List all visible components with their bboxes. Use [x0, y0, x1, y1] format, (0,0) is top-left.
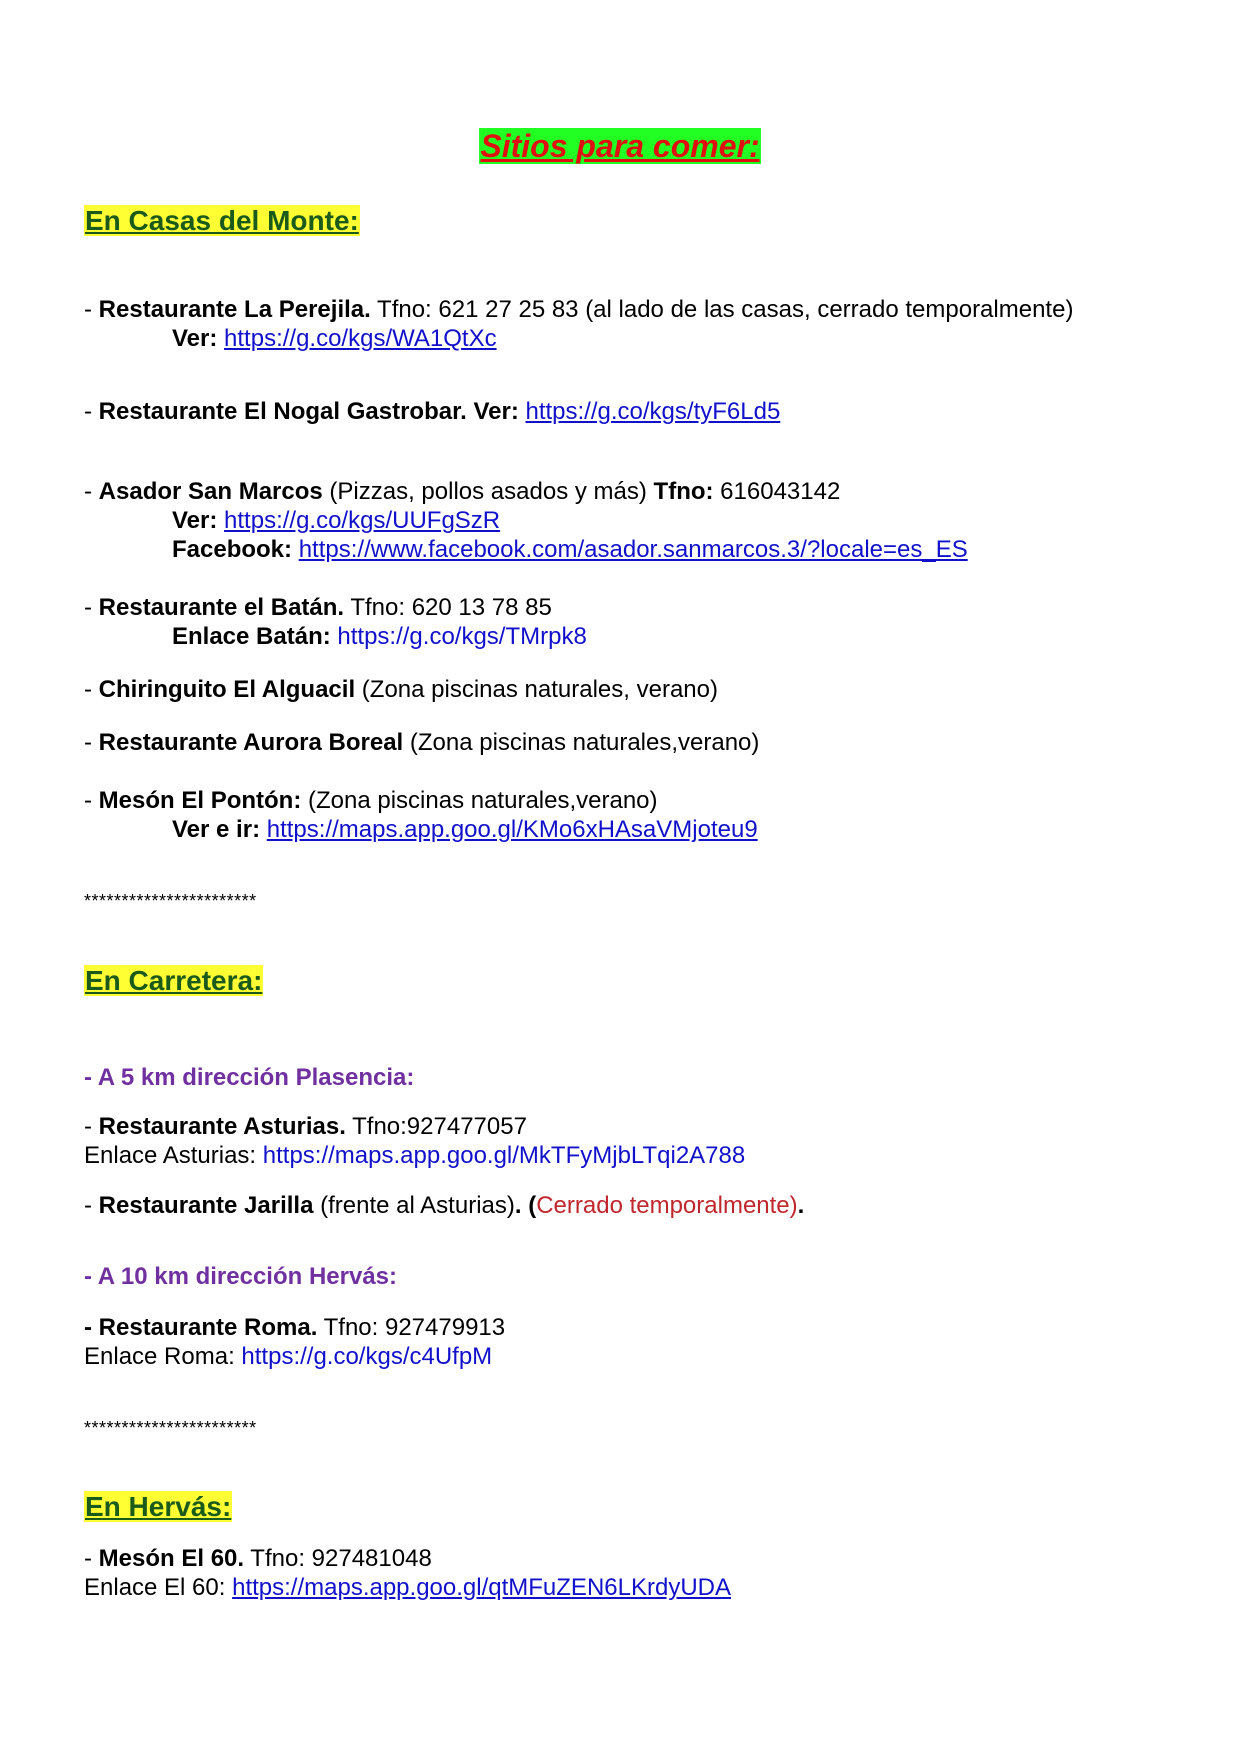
restaurant-asador-ver-line: Ver: https://g.co/kgs/UUFgSzR [172, 507, 501, 534]
section-heading-carretera: En Carretera: [85, 965, 263, 996]
restaurant-name: Restaurante Aurora Boreal [98, 729, 404, 756]
section-heading-casas: En Casas del Monte: [85, 205, 359, 236]
el60-link[interactable]: https://maps.app.goo.gl/qtMFuZEN6LKrdyUDA [232, 1574, 731, 1601]
restaurant-el60-link-line: Enlace El 60: https://maps.app.goo.gl/qtMFuZEN6LKrdyUDA [84, 1574, 731, 1601]
restaurant-name: Mesón El 60. [98, 1545, 245, 1572]
restaurant-name: Restaurante el Batán. [98, 594, 345, 621]
separator-1: *********************** [84, 891, 257, 911]
restaurant-aurora: - Restaurante Aurora Boreal (Zona piscinas naturales,verano) [84, 729, 760, 756]
restaurant-asturias: - Restaurante Asturias. Tfno:927477057 [84, 1113, 527, 1140]
asador-facebook-link[interactable]: https://www.facebook.com/asador.sanmarcos.3/?locale=es_ES [298, 536, 968, 563]
restaurant-perejila: - Restaurante La Perejila. Tfno: 621 27 25 83 (al lado de las casas, cerrado temporalmente) [84, 296, 1074, 323]
restaurant-name: Restaurante Jarilla [98, 1192, 314, 1219]
status-closed: Cerrado temporalmente) [536, 1192, 798, 1219]
restaurant-name: Restaurante Asturias. [98, 1113, 346, 1140]
restaurant-name: Asador San Marcos [98, 478, 323, 505]
page-title [0, 126, 1240, 166]
roma-link[interactable]: https://g.co/kgs/c4UfpM [241, 1343, 493, 1370]
restaurant-nogal: - Restaurante El Nogal Gastrobar. Ver: https://g.co/kgs/tyF6Ld5 [84, 398, 781, 425]
perejila-link[interactable]: https://g.co/kgs/WA1QtXc [224, 325, 497, 352]
restaurant-batan-link-line: Enlace Batán: https://g.co/kgs/TMrpk8 [172, 623, 587, 650]
restaurant-jarilla: - Restaurante Jarilla (frente al Asturias). (Cerrado temporalmente). [84, 1192, 805, 1219]
restaurant-asador-facebook-line: Facebook: https://www.facebook.com/asador.sanmarcos.3/?locale=es_ES [172, 536, 968, 563]
restaurant-ponton: - Mesón El Pontón: (Zona piscinas naturales,verano) [84, 787, 658, 814]
restaurant-name: - Restaurante Roma. [84, 1314, 318, 1341]
restaurant-name: Restaurante El Nogal Gastrobar. [98, 398, 467, 425]
restaurant-asador: - Asador San Marcos (Pizzas, pollos asados y más) Tfno: 616043142 [84, 478, 841, 505]
ponton-link[interactable]: https://maps.app.goo.gl/KMo6xHAsaVMjoteu9 [266, 816, 758, 843]
restaurant-name: Mesón El Pontón: [98, 787, 302, 814]
separator-2: *********************** [84, 1418, 257, 1438]
page-title-text: Sitios para comer: [480, 128, 760, 164]
restaurant-info: Tfno: 621 27 25 83 (al lado de las casas, cerrado temporalmente) [370, 296, 1074, 323]
restaurant-roma: - Restaurante Roma. Tfno: 927479913 [84, 1314, 506, 1341]
restaurant-name: Chiringuito El Alguacil [98, 676, 356, 703]
restaurant-el60: - Mesón El 60. Tfno: 927481048 [84, 1545, 432, 1572]
section-heading-hervas: En Hervás: [85, 1491, 232, 1522]
asador-link[interactable]: https://g.co/kgs/UUFgSzR [224, 507, 501, 534]
restaurant-asturias-link-line: Enlace Asturias: https://maps.app.goo.gl/MkTFyMjbLTqi2A788 [84, 1142, 746, 1169]
subsection-hervas: - A 10 km dirección Hervás: [84, 1263, 398, 1290]
nogal-link[interactable]: https://g.co/kgs/tyF6Ld5 [525, 398, 781, 425]
restaurant-perejila-link-line: Ver: https://g.co/kgs/WA1QtXc [172, 325, 497, 352]
subsection-plasencia: - A 5 km dirección Plasencia: [84, 1064, 415, 1091]
restaurant-batan: - Restaurante el Batán. Tfno: 620 13 78 85 [84, 594, 552, 621]
restaurant-alguacil: - Chiringuito El Alguacil (Zona piscinas naturales, verano) [84, 676, 718, 703]
restaurant-ponton-link-line: Ver e ir: https://maps.app.goo.gl/KMo6xHAsaVMjoteu9 [172, 816, 758, 843]
restaurant-name: Restaurante La Perejila. [98, 296, 371, 323]
restaurant-roma-link-line: Enlace Roma: https://g.co/kgs/c4UfpM [84, 1343, 493, 1370]
asturias-link[interactable]: https://maps.app.goo.gl/MkTFyMjbLTqi2A788 [262, 1142, 746, 1169]
batan-link[interactable]: https://g.co/kgs/TMrpk8 [337, 623, 587, 650]
